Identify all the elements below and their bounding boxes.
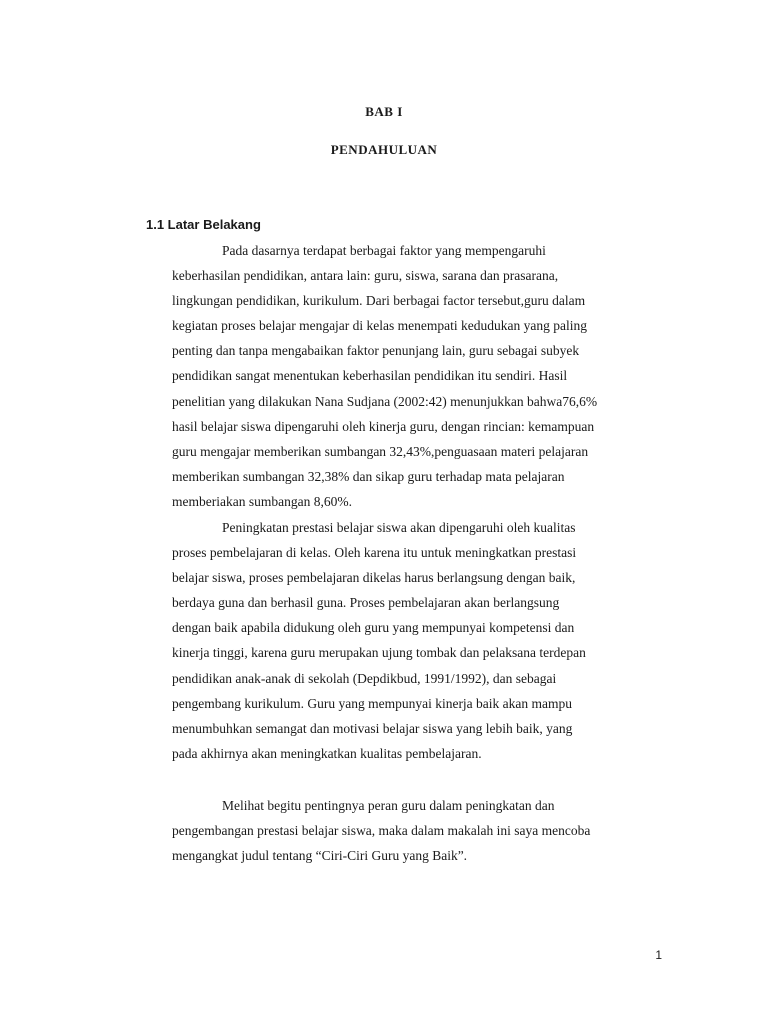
paragraph-line: memberiakan sumbangan 8,60%. [172,493,352,509]
chapter-number: BAB I [365,104,403,119]
paragraph [172,793,658,868]
paragraph-line: pengembangan prestasi belajar siswa, maka dalam makalah ini saya mencoba [172,823,591,839]
paragraph-line: Pada dasarnya terdapat berbagai faktor yang mempengaruhi [222,243,546,258]
paragraph-line: berdaya guna dan berhasil guna. Proses pembelajaran akan berlangsung [172,595,560,611]
paragraph-line: menumbuhkan semangat dan motivasi belajar siswa yang lebih baik, yang [172,720,573,736]
paragraph-line: pengembang kurikulum. Guru yang mempunyai kinerja baik akan mampu [172,695,573,711]
paragraph-line: lingkungan pendidikan, kurikulum. Dari berbagai factor tersebut,guru dalam [172,293,586,309]
paragraph-line: mengangkat judul tentang “Ciri-Ciri Guru yang Baik”. [172,848,468,864]
paragraph-line: penelitian yang dilakukan Nana Sudjana (2002:42) menunjukkan bahwa76,6% [172,393,598,409]
paragraph-line: guru mengajar memberikan sumbangan 32,43%,penguasaan materi pelajaran [172,443,589,459]
paragraph-line: kinerja tinggi, karena guru merupakan ujung tombak dan pelaksana terdepan [172,645,586,661]
paragraph-line: proses pembelajaran di kelas. Oleh karena itu untuk meningkatkan prestasi [172,545,577,561]
paragraph-line: memberikan sumbangan 32,38% dan sikap guru terhadap mata pelajaran [172,468,565,484]
chapter-title: PENDAHULUAN [330,142,438,157]
paragraph-line: Peningkatan prestasi belajar siswa akan dipengaruhi oleh kualitas [222,520,576,535]
paragraph-line: belajar siswa, proses pembelajaran dikelas harus berlangsung dengan baik, [172,570,576,586]
paragraph-line: kegiatan proses belajar mengajar di kelas menempati kedudukan yang paling [172,318,587,334]
paragraph-line: pendidikan anak-anak di sekolah (Depdikbud, 1991/1992), dan sebagai [172,670,557,686]
paragraph [172,515,658,766]
paragraph-line: penting dan tanpa mengabaikan faktor penunjang lain, guru sebagai subyek [172,343,580,359]
paragraph-line: dengan baik apabila didukung oleh guru yang mempunyai kompetensi dan [172,620,575,636]
paragraph-line: hasil belajar siswa dipengaruhi oleh kinerja guru, dengan rincian: kemampuan [172,418,595,434]
paragraph [172,238,658,514]
paragraph-line: Melihat begitu pentingnya peran guru dalam peningkatan dan [222,798,555,813]
section-heading: 1.1 Latar Belakang [146,217,261,232]
paragraph-line: pada akhirnya akan meningkatkan kualitas pembelajaran. [172,745,482,761]
page-number: 1 [655,948,662,962]
paragraph-line: keberhasilan pendidikan, antara lain: guru, siswa, sarana dan prasarana, [172,268,559,284]
paragraph-line: pendidikan sangat menentukan keberhasilan pendidikan itu sendiri. Hasil [172,368,568,384]
